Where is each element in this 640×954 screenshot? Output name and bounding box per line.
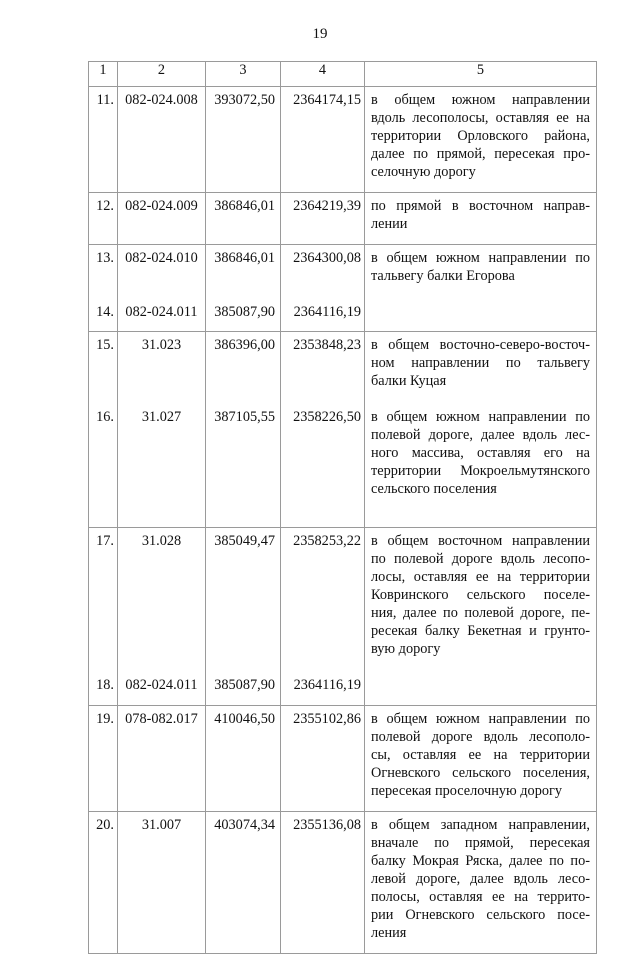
description-line: полосы, оставляя ее на террито-	[371, 888, 590, 905]
y-coordinate: 2364219,39	[293, 197, 361, 214]
y-coordinate-cell	[281, 811, 365, 953]
spacer	[281, 285, 361, 303]
spacer	[371, 676, 590, 694]
spacer	[281, 215, 361, 233]
point-number: 15.	[96, 337, 114, 354]
page-number: 19	[312, 26, 328, 42]
point-number: 16.	[96, 409, 114, 426]
description-line: Ковринского сельского поселе-	[371, 587, 590, 604]
point-id: 31.027	[141, 409, 182, 426]
description-line: далее по прямой, пересекая про-	[371, 146, 590, 162]
spacer	[281, 550, 361, 658]
description-line: территории Мокроельмутянского	[371, 463, 590, 480]
table-row	[89, 705, 597, 811]
y-coordinate: 2364116,19	[293, 677, 361, 694]
table-row	[89, 192, 597, 244]
spacer	[206, 354, 275, 390]
y-coordinate-cell	[281, 705, 365, 811]
spacer	[206, 800, 275, 811]
x-coordinate: 385087,90	[214, 677, 275, 694]
spacer	[371, 658, 590, 676]
spacer	[206, 215, 275, 233]
column-header: 1	[89, 62, 118, 87]
point-number: 17.	[96, 533, 114, 550]
y-coordinate: 2358253,22	[293, 533, 361, 550]
description-line: в общем восточно-северо-восточ-	[371, 337, 590, 354]
spacer	[89, 233, 114, 244]
description-line: вначале по прямой, пересекая	[371, 834, 590, 851]
spacer	[206, 267, 275, 285]
x-coordinate-cell	[206, 244, 281, 332]
point-number: 20.	[96, 816, 114, 833]
point-id: 082-024.011	[125, 677, 198, 694]
description-line: в общем восточном направлении	[371, 533, 590, 550]
x-coordinate: 393072,50	[214, 92, 275, 108]
description-cell	[365, 705, 597, 811]
point-number-cell	[89, 87, 118, 193]
spacer	[281, 181, 361, 192]
description-line: территории Орловского района,	[371, 128, 590, 144]
description-line: балки Куцая	[371, 373, 447, 390]
point-id: 082-024.011	[125, 303, 198, 320]
spacer	[206, 728, 275, 800]
table-row	[89, 811, 597, 953]
description-line: в общем южном направлении по	[371, 409, 590, 426]
point-number-cell	[89, 332, 118, 528]
spacer	[89, 215, 114, 233]
x-coordinate-cell	[206, 528, 281, 706]
x-coordinate: 386846,01	[214, 197, 275, 214]
table-row	[89, 528, 597, 706]
spacer	[281, 426, 361, 498]
column-header: 5	[365, 62, 597, 87]
point-number: 18.	[96, 677, 114, 694]
spacer	[89, 390, 114, 408]
table-row	[89, 87, 597, 193]
spacer	[371, 321, 590, 332]
description-line: в общем южном направлении по	[371, 249, 590, 266]
y-coordinate: 2353848,23	[293, 337, 361, 354]
spacer	[206, 233, 275, 244]
spacer	[118, 498, 205, 527]
spacer	[371, 498, 590, 527]
spacer	[118, 321, 205, 332]
description-line: лосы, оставляя ее на территории	[371, 569, 590, 586]
x-coordinate-cell	[206, 332, 281, 528]
spacer	[118, 834, 205, 942]
spacer	[206, 658, 275, 676]
spacer	[371, 181, 590, 192]
description-cell	[365, 192, 597, 244]
spacer	[281, 800, 361, 811]
description-line: ном направлении по тальвегу	[371, 355, 590, 372]
description-line: селочную дорогу	[371, 164, 476, 180]
point-number-cell	[89, 528, 118, 706]
spacer	[118, 354, 205, 390]
table-body	[89, 87, 597, 954]
spacer	[281, 233, 361, 244]
spacer	[89, 728, 114, 800]
description-line: в общем южном направлении по	[371, 710, 590, 727]
description-line: лении	[371, 215, 408, 232]
description-line: рии Огневского сельского посе-	[371, 906, 590, 923]
spacer	[281, 942, 361, 953]
y-coordinate-cell	[281, 192, 365, 244]
description-line: в общем южном направлении	[371, 92, 590, 108]
description-cell	[365, 528, 597, 706]
spacer	[89, 285, 114, 303]
column-header: 4	[281, 62, 365, 87]
description-line: по прямой в восточном направ-	[371, 197, 590, 214]
spacer	[206, 694, 275, 705]
point-id: 078-082.017	[125, 710, 198, 727]
point-number: 14.	[96, 303, 114, 320]
x-coordinate: 386396,00	[214, 337, 275, 354]
spacer	[118, 728, 205, 800]
point-id-cell	[118, 192, 206, 244]
point-number-cell	[89, 244, 118, 332]
description-line: ления	[371, 924, 407, 941]
point-id-cell	[118, 244, 206, 332]
description-line: вую дорогу	[371, 641, 441, 658]
spacer	[371, 800, 590, 811]
spacer	[89, 550, 114, 658]
spacer	[118, 181, 205, 192]
boundary-points-table	[88, 61, 597, 954]
x-coordinate-cell	[206, 705, 281, 811]
x-coordinate-cell	[206, 811, 281, 953]
point-number: 12.	[96, 197, 114, 214]
spacer	[281, 321, 361, 332]
spacer	[118, 109, 205, 181]
x-coordinate-cell	[206, 192, 281, 244]
x-coordinate-cell	[206, 87, 281, 193]
spacer	[371, 303, 590, 321]
spacer	[281, 354, 361, 390]
x-coordinate: 386846,01	[214, 249, 275, 266]
spacer	[206, 834, 275, 942]
point-number: 11.	[96, 92, 114, 108]
spacer	[206, 390, 275, 408]
description-line: тальвегу балки Егорова	[371, 267, 515, 284]
description-cell	[365, 332, 597, 528]
y-coordinate-cell	[281, 244, 365, 332]
description-line: балку Мокрая Ряска, далее по по-	[371, 852, 590, 869]
y-coordinate: 2358226,50	[293, 409, 361, 426]
point-id-cell	[118, 87, 206, 193]
table-header-row	[89, 62, 597, 87]
point-id-cell	[118, 705, 206, 811]
spacer	[118, 942, 205, 953]
description-cell	[365, 244, 597, 332]
spacer	[118, 426, 205, 498]
spacer	[89, 498, 114, 527]
spacer	[89, 354, 114, 390]
spacer	[206, 109, 275, 181]
spacer	[89, 800, 114, 811]
description-line: ного массива, оставляя его на	[371, 445, 590, 462]
spacer	[206, 550, 275, 658]
description-line: сельского поселения	[371, 481, 497, 498]
spacer	[371, 694, 590, 705]
description-line: Огневского сельского поселения,	[371, 764, 590, 781]
spacer	[206, 498, 275, 527]
column-header: 2	[118, 62, 206, 87]
point-id-cell	[118, 528, 206, 706]
point-id: 082-024.009	[125, 197, 198, 214]
description-line: ресекая балку Бекетная и грунто-	[371, 623, 590, 640]
spacer	[89, 321, 114, 332]
spacer	[281, 728, 361, 800]
point-id-cell	[118, 332, 206, 528]
description-cell	[365, 87, 597, 193]
spacer	[118, 658, 205, 676]
spacer	[206, 181, 275, 192]
spacer	[118, 800, 205, 811]
point-id: 31.028	[141, 533, 182, 550]
spacer	[281, 267, 361, 285]
spacer	[281, 834, 361, 942]
spacer	[118, 233, 205, 244]
table-row	[89, 244, 597, 332]
point-number-cell	[89, 192, 118, 244]
spacer	[206, 285, 275, 303]
spacer	[371, 285, 590, 303]
point-number: 19.	[96, 710, 114, 727]
spacer	[281, 498, 361, 527]
description-line: вдоль лесополосы, оставляя ее на	[371, 110, 590, 126]
y-coordinate: 2364174,15	[293, 92, 361, 108]
spacer	[89, 658, 114, 676]
spacer	[206, 321, 275, 332]
point-number: 13.	[96, 249, 114, 266]
spacer	[89, 426, 114, 498]
spacer	[371, 390, 590, 408]
spacer	[371, 233, 590, 244]
point-id: 082-024.008	[125, 92, 198, 108]
description-line: пересекая проселочную дорогу	[371, 782, 562, 799]
table-row	[89, 332, 597, 528]
spacer	[118, 285, 205, 303]
point-number-cell	[89, 811, 118, 953]
point-id: 31.007	[141, 816, 182, 833]
spacer	[206, 426, 275, 498]
x-coordinate: 385087,90	[214, 303, 275, 320]
spacer	[89, 942, 114, 953]
spacer	[89, 181, 114, 192]
description-line: по полевой дороге вдоль лесопо-	[371, 551, 590, 568]
spacer	[89, 109, 114, 181]
description-line: сы, оставляя ее на территории	[371, 746, 590, 763]
description-line: ния, далее по полевой дороге, пе-	[371, 605, 590, 622]
point-number-cell	[89, 705, 118, 811]
spacer	[118, 267, 205, 285]
spacer	[118, 694, 205, 705]
spacer	[281, 658, 361, 676]
spacer	[89, 694, 114, 705]
x-coordinate: 403074,34	[214, 816, 275, 833]
description-line: левой дороге, далее вдоль лесо-	[371, 870, 590, 887]
spacer	[118, 390, 205, 408]
description-line: полевой дороге, далее вдоль лес-	[371, 427, 590, 444]
y-coordinate: 2355136,08	[293, 816, 361, 833]
description-cell	[365, 811, 597, 953]
spacer	[371, 942, 590, 953]
spacer	[281, 694, 361, 705]
description-line: в общем западном направлении,	[371, 816, 590, 833]
spacer	[281, 390, 361, 408]
spacer	[206, 942, 275, 953]
x-coordinate: 385049,47	[214, 533, 275, 550]
y-coordinate-cell	[281, 87, 365, 193]
y-coordinate: 2364116,19	[293, 303, 361, 320]
description-line: полевой дороге вдоль лесополо-	[371, 728, 590, 745]
point-id-cell	[118, 811, 206, 953]
spacer	[118, 215, 205, 233]
spacer	[118, 550, 205, 658]
x-coordinate: 410046,50	[214, 710, 275, 727]
x-coordinate: 387105,55	[214, 409, 275, 426]
spacer	[89, 267, 114, 285]
y-coordinate: 2355102,86	[293, 710, 361, 727]
point-id: 31.023	[141, 337, 182, 354]
spacer	[281, 109, 361, 181]
column-header: 3	[206, 62, 281, 87]
y-coordinate-cell	[281, 528, 365, 706]
y-coordinate: 2364300,08	[293, 249, 361, 266]
point-id: 082-024.010	[125, 249, 198, 266]
y-coordinate-cell	[281, 332, 365, 528]
spacer	[89, 834, 114, 942]
